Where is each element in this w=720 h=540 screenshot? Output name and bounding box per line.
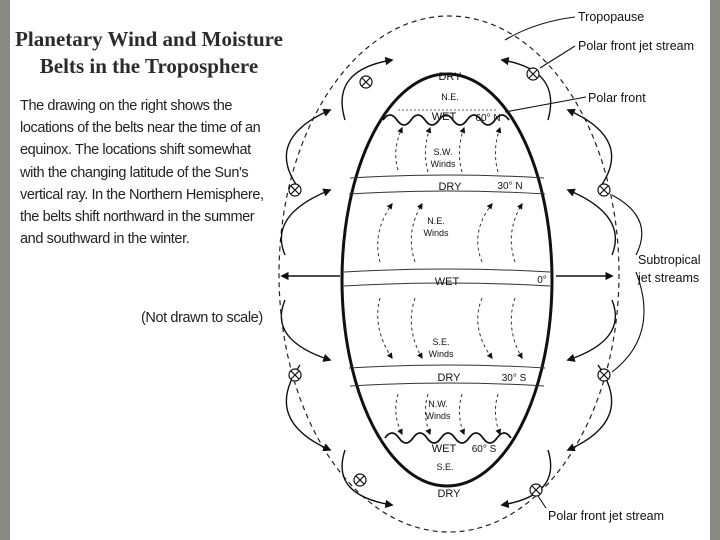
subtropical-jet-label-2: jet streams [638,271,700,285]
ne-winds-1: N.E. [427,216,445,226]
wet-60s: WET [431,443,457,455]
lat-0: 0° [537,275,547,286]
tropopause-label: Tropopause [578,10,645,24]
description-line-7: and southward in the winter. [20,231,190,248]
title-line-1: Planetary Wind and Moisture [15,27,283,51]
ne-top: N.E. [441,92,459,102]
circulation-cells-right [502,60,615,505]
polar-front-jet-bottom-label: Polar front jet stream [548,509,665,523]
lat-30n: 30° N [497,181,523,192]
description-line-2: locations of the belts near the time of an [20,120,261,137]
nw-winds-2: Winds [425,411,451,421]
se-winds-2: Winds [428,349,454,359]
dry-bottom: DRY [437,488,461,500]
ne-winds-2: Winds [423,228,449,238]
dry-30n: DRY [438,181,462,193]
outer-labels [548,10,701,523]
lat-60n: 60° N [475,113,501,124]
description-line-4: with the changing latitude of the Sun's [20,164,249,181]
dry-top: DRY [438,71,462,83]
polar-front-south [385,433,511,443]
wet-60n: WET [431,111,457,123]
title-line-2: Belts in the Troposphere [39,54,259,78]
dry-30s: DRY [437,372,461,384]
sw-winds-1: S.W. [433,147,453,157]
scale-note: (Not drawn to scale) [141,310,263,326]
se-winds-1: S.E. [432,337,450,347]
lat-30s: 30° S [501,373,527,384]
description-line-5: vertical ray. In the Northern Hemisphere, [20,186,264,203]
sw-winds-2: Winds [430,159,456,169]
polar-front-jet-top-label: Polar front jet stream [578,39,695,53]
se-bottom: S.E. [436,462,454,472]
description-line-3: equinox. The locations shift somewhat [20,142,251,159]
description-line-1: The drawing on the right shows the [20,98,233,114]
description-line-6: the belts shift northward in the summer [20,209,255,226]
subtropical-jet-label-1: Subtropical [638,253,701,267]
lat-60s: 60° S [471,444,497,455]
wet-0: WET [434,276,460,288]
polar-front-label: Polar front [588,91,646,105]
nw-winds-1: N.W. [428,399,448,409]
